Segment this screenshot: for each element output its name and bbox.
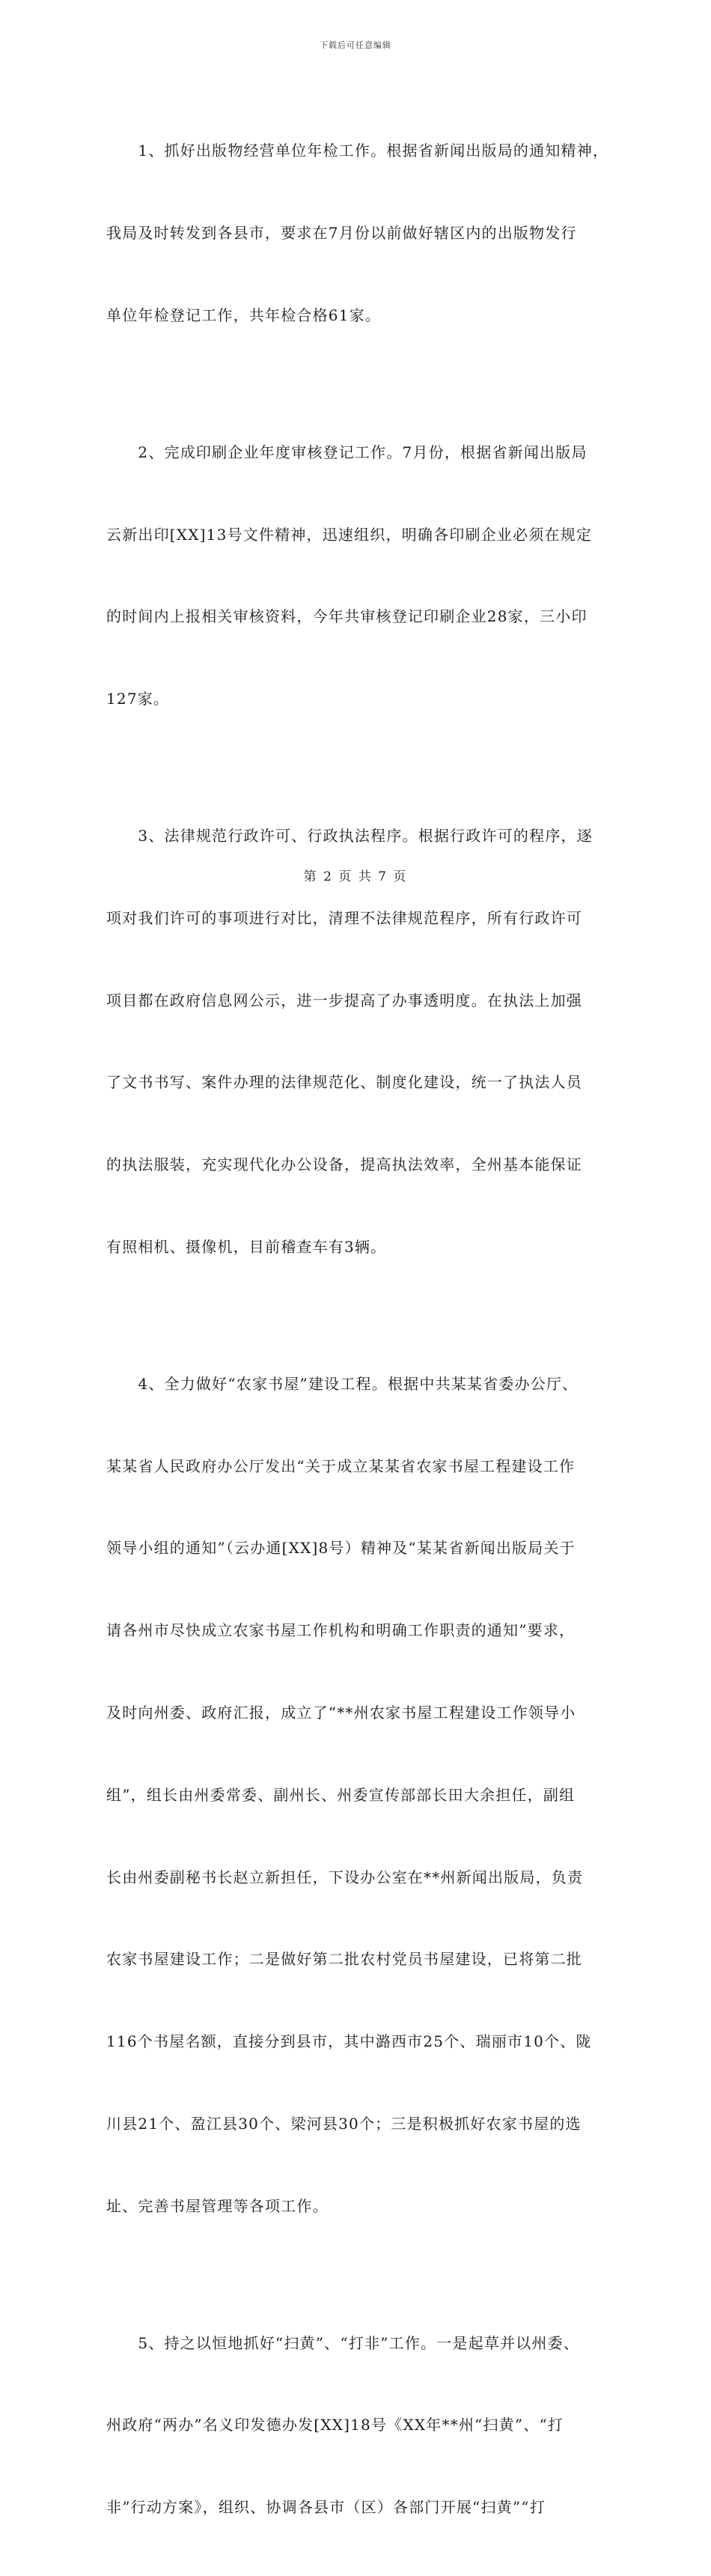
text-line: 云新出印[XX]13号文件精神，迅速组织，明确各印刷企业必须在规定 xyxy=(106,521,608,549)
text-line: 长由州委副秘书长赵立新担任，下设办公室在**州新闻出版局，负责 xyxy=(106,1864,608,1892)
document-body xyxy=(106,82,608,2576)
text-line: 川县21个、盈江县30个、梁河县30个；三是积极抓好农家书屋的选 xyxy=(106,2110,608,2138)
text-line: 的执法服装，充实现代化办公设备，提高执法效率，全州基本能保证 xyxy=(106,1151,608,1179)
text-line: 请各州市尽快成立农家书屋工作机构和明确工作职责的通知”要求， xyxy=(106,1617,608,1644)
text-line: 领导小组的通知”（云办通[XX]8号）精神及“某某省新闻出版局关于 xyxy=(106,1534,608,1562)
page-number: 第 2 页 共 7 页 xyxy=(0,866,711,884)
text-line: 单位年检登记工作，共年检合格61家。 xyxy=(106,302,608,329)
paragraph-3 xyxy=(106,768,608,1316)
text-line: 及时向州委、政府汇报，成立了“**州农家书屋工程建设工作领导小 xyxy=(106,1699,608,1727)
text-line: 农家书屋建设工作；二是做好第二批农村党员书屋建设，已将第二批 xyxy=(106,1945,608,1973)
text-line: 有照相机、摄像机，目前稽查车有3辆。 xyxy=(106,1233,608,1261)
text-line: 2、完成印刷企业年度审核登记工作。7月份，根据省新闻出版局 xyxy=(106,439,608,467)
text-line: 某某省人民政府办公厅发出“关于成立某某省农家书屋工程建设工作 xyxy=(106,1453,608,1480)
page-header: 下载后可任意编辑 xyxy=(0,39,711,51)
text-line: 州政府“两办”名义印发德办发[XX]18号《XX年**州“扫黄”、“打 xyxy=(106,2411,608,2439)
text-line: 116个书屋名额，直接分到县市，其中潞西市25个、瑞丽市10个、陇 xyxy=(106,2028,608,2056)
paragraph-5 xyxy=(106,2275,608,2576)
text-line: 了文书书写、案件办理的法律规范化、制度化建设，统一了执法人员 xyxy=(106,1069,608,1096)
text-line: 非”行动方案》，组织、协调各县市（区）各部门开展“扫黄”“打 xyxy=(106,2494,608,2521)
text-line: 项对我们许可的事项进行对比，清理不法律规范程序，所有行政许可 xyxy=(106,905,608,932)
text-line: 1、抓好出版物经营单位年检工作。根据省新闻出版局的通知精神， xyxy=(106,137,608,165)
text-line: 4、全力做好“农家书屋”建设工程。根据中共某某省委办公厅、 xyxy=(106,1370,608,1398)
paragraph-4 xyxy=(106,1316,608,2275)
text-line: 组”，组长由州委常委、副州长、州委宣传部部长田大余担任，副组 xyxy=(106,1781,608,1809)
text-line: 址、完善书屋管理等各项工作。 xyxy=(106,2193,608,2220)
paragraph-2 xyxy=(106,384,608,768)
text-line: 的时间内上报相关审核资料，今年共审核登记印刷企业28家，三小印 xyxy=(106,603,608,631)
paragraph-1 xyxy=(106,82,608,384)
text-line: 5、持之以恒地抓好“扫黄”、“打非”工作。一是起草并以州委、 xyxy=(106,2330,608,2357)
text-line: 项目都在政府信息网公示，进一步提高了办事透明度。在执法上加强 xyxy=(106,987,608,1015)
text-line: 3、法律规范行政许可、行政执法程序。根据行政许可的程序，逐 xyxy=(106,822,608,850)
text-line: 127家。 xyxy=(106,685,608,713)
text-line: 我局及时转发到各县市，要求在7月份以前做好辖区内的出版物发行 xyxy=(106,219,608,247)
